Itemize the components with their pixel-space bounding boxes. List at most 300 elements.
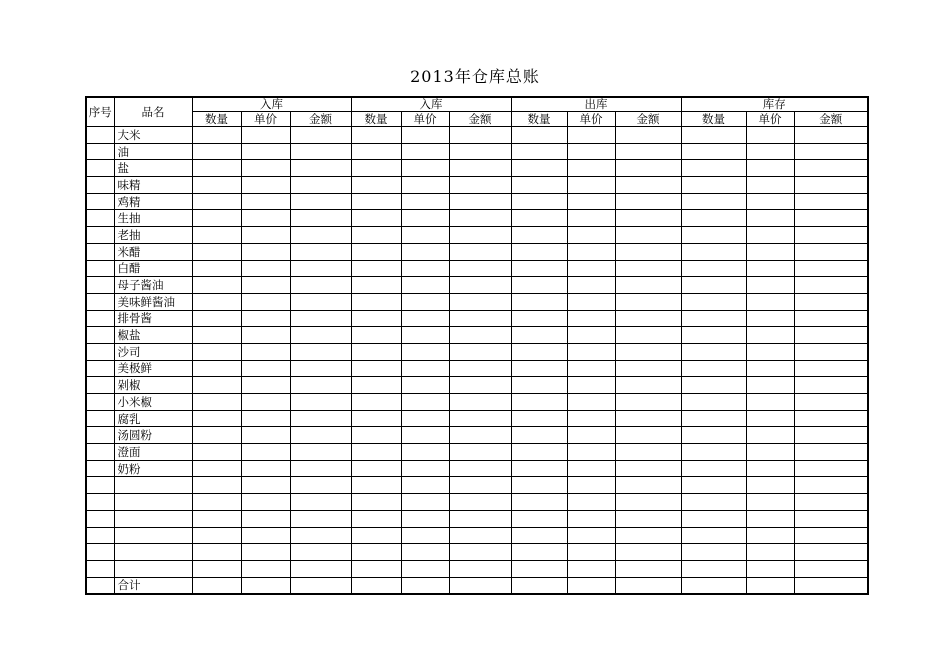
value-cell <box>449 193 511 210</box>
table-row <box>86 160 868 177</box>
value-cell <box>351 177 401 194</box>
value-cell <box>351 193 401 210</box>
table-row <box>86 143 868 160</box>
item-name-cell: 味精 <box>114 177 192 194</box>
value-cell <box>351 210 401 227</box>
value-cell <box>681 260 746 277</box>
value-cell <box>401 427 449 444</box>
value-cell <box>511 527 567 544</box>
value-cell <box>290 510 351 527</box>
value-cell <box>746 260 794 277</box>
value-cell <box>290 227 351 244</box>
value-cell <box>681 394 746 411</box>
value-cell <box>746 293 794 310</box>
item-name-cell: 生抽 <box>114 210 192 227</box>
value-cell <box>794 577 868 594</box>
value-cell <box>241 227 290 244</box>
value-cell <box>290 427 351 444</box>
value-cell <box>401 227 449 244</box>
value-cell <box>615 143 681 160</box>
value-cell <box>241 427 290 444</box>
value-cell <box>241 544 290 561</box>
value-cell <box>567 510 615 527</box>
value-cell <box>615 277 681 294</box>
value-cell <box>449 510 511 527</box>
value-cell <box>746 277 794 294</box>
value-cell <box>511 310 567 327</box>
value-cell <box>794 160 868 177</box>
value-cell <box>449 444 511 461</box>
value-cell <box>794 293 868 310</box>
table-row <box>86 444 868 461</box>
value-cell <box>567 477 615 494</box>
value-cell <box>241 310 290 327</box>
item-name-cell: 沙司 <box>114 343 192 360</box>
value-cell <box>615 510 681 527</box>
seq-cell <box>86 527 114 544</box>
value-cell <box>401 544 449 561</box>
value-cell <box>241 560 290 577</box>
value-cell <box>192 460 241 477</box>
value-cell <box>681 494 746 511</box>
value-cell <box>794 510 868 527</box>
seq-cell <box>86 227 114 244</box>
value-cell <box>511 444 567 461</box>
item-name-cell: 美极鲜 <box>114 360 192 377</box>
seq-cell <box>86 243 114 260</box>
ledger-body <box>86 127 868 595</box>
value-cell <box>449 477 511 494</box>
value-cell <box>449 427 511 444</box>
value-cell <box>681 577 746 594</box>
item-name-cell: 白醋 <box>114 260 192 277</box>
seq-cell <box>86 260 114 277</box>
value-cell <box>794 494 868 511</box>
value-cell <box>681 227 746 244</box>
value-cell <box>511 494 567 511</box>
value-cell <box>449 410 511 427</box>
value-cell <box>449 560 511 577</box>
value-cell <box>746 460 794 477</box>
value-cell <box>794 444 868 461</box>
value-cell <box>192 327 241 344</box>
value-cell <box>681 243 746 260</box>
sub-header-unit-price: 单价 <box>241 112 290 127</box>
value-cell <box>241 394 290 411</box>
value-cell <box>615 444 681 461</box>
value-cell <box>681 560 746 577</box>
value-cell <box>511 427 567 444</box>
value-cell <box>681 293 746 310</box>
item-name-cell: 椒盐 <box>114 327 192 344</box>
table-row <box>86 560 868 577</box>
value-cell <box>290 394 351 411</box>
value-cell <box>449 544 511 561</box>
value-cell <box>567 310 615 327</box>
value-cell <box>746 527 794 544</box>
item-name-cell <box>114 560 192 577</box>
sub-header-unit-price: 单价 <box>567 112 615 127</box>
value-cell <box>449 127 511 144</box>
value-cell <box>511 410 567 427</box>
value-cell <box>746 243 794 260</box>
value-cell <box>290 210 351 227</box>
value-cell <box>351 277 401 294</box>
value-cell <box>615 343 681 360</box>
table-row <box>86 494 868 511</box>
value-cell <box>401 293 449 310</box>
table-row <box>86 377 868 394</box>
sub-header-amount: 金额 <box>615 112 681 127</box>
seq-cell <box>86 394 114 411</box>
value-cell <box>401 510 449 527</box>
value-cell <box>794 460 868 477</box>
value-cell <box>794 277 868 294</box>
item-name-cell <box>114 527 192 544</box>
value-cell <box>241 577 290 594</box>
group-header-out: 出库 <box>511 97 681 112</box>
value-cell <box>351 427 401 444</box>
seq-cell <box>86 193 114 210</box>
seq-cell <box>86 327 114 344</box>
warehouse-ledger-table <box>85 96 869 595</box>
value-cell <box>449 143 511 160</box>
value-cell <box>746 560 794 577</box>
value-cell <box>351 227 401 244</box>
value-cell <box>746 160 794 177</box>
value-cell <box>401 327 449 344</box>
value-cell <box>615 494 681 511</box>
value-cell <box>401 127 449 144</box>
value-cell <box>401 260 449 277</box>
value-cell <box>401 160 449 177</box>
value-cell <box>511 327 567 344</box>
value-cell <box>567 193 615 210</box>
value-cell <box>351 260 401 277</box>
value-cell <box>192 127 241 144</box>
value-cell <box>567 243 615 260</box>
table-row <box>86 410 868 427</box>
value-cell <box>449 377 511 394</box>
value-cell <box>351 510 401 527</box>
item-name-cell: 合计 <box>114 577 192 594</box>
value-cell <box>746 444 794 461</box>
seq-cell <box>86 494 114 511</box>
value-cell <box>241 127 290 144</box>
value-cell <box>241 277 290 294</box>
value-cell <box>794 360 868 377</box>
value-cell <box>681 160 746 177</box>
value-cell <box>401 210 449 227</box>
seq-cell <box>86 577 114 594</box>
seq-cell <box>86 410 114 427</box>
value-cell <box>401 243 449 260</box>
value-cell <box>746 143 794 160</box>
value-cell <box>746 193 794 210</box>
value-cell <box>401 477 449 494</box>
value-cell <box>290 477 351 494</box>
value-cell <box>449 343 511 360</box>
value-cell <box>241 193 290 210</box>
value-cell <box>351 127 401 144</box>
value-cell <box>449 327 511 344</box>
value-cell <box>511 243 567 260</box>
value-cell <box>401 444 449 461</box>
value-cell <box>567 494 615 511</box>
value-cell <box>511 127 567 144</box>
table-row <box>86 360 868 377</box>
value-cell <box>746 210 794 227</box>
value-cell <box>681 127 746 144</box>
value-cell <box>192 160 241 177</box>
value-cell <box>615 227 681 244</box>
item-name-cell: 排骨酱 <box>114 310 192 327</box>
value-cell <box>351 577 401 594</box>
value-cell <box>192 293 241 310</box>
value-cell <box>192 410 241 427</box>
seq-cell <box>86 444 114 461</box>
value-cell <box>615 577 681 594</box>
value-cell <box>449 277 511 294</box>
value-cell <box>351 544 401 561</box>
value-cell <box>241 460 290 477</box>
value-cell <box>511 343 567 360</box>
value-cell <box>449 243 511 260</box>
value-cell <box>449 360 511 377</box>
value-cell <box>401 143 449 160</box>
value-cell <box>746 394 794 411</box>
value-cell <box>794 127 868 144</box>
value-cell <box>615 460 681 477</box>
value-cell <box>567 327 615 344</box>
value-cell <box>401 343 449 360</box>
value-cell <box>449 210 511 227</box>
value-cell <box>290 277 351 294</box>
value-cell <box>615 544 681 561</box>
value-cell <box>746 477 794 494</box>
value-cell <box>241 243 290 260</box>
seq-cell <box>86 210 114 227</box>
seq-cell <box>86 293 114 310</box>
value-cell <box>192 277 241 294</box>
table-row <box>86 293 868 310</box>
value-cell <box>794 210 868 227</box>
value-cell <box>511 544 567 561</box>
group-header-in-2: 入库 <box>351 97 511 112</box>
value-cell <box>511 560 567 577</box>
value-cell <box>746 494 794 511</box>
value-cell <box>567 577 615 594</box>
value-cell <box>615 243 681 260</box>
value-cell <box>567 260 615 277</box>
sub-header-quantity: 数量 <box>681 112 746 127</box>
value-cell <box>746 310 794 327</box>
value-cell <box>681 360 746 377</box>
value-cell <box>615 394 681 411</box>
header-row-sub <box>86 112 868 127</box>
value-cell <box>401 277 449 294</box>
item-name-cell: 小米椒 <box>114 394 192 411</box>
value-cell <box>511 460 567 477</box>
table-row <box>86 227 868 244</box>
ledger-title: 2013年仓库总账 <box>410 67 540 86</box>
value-cell <box>290 544 351 561</box>
value-cell <box>192 394 241 411</box>
value-cell <box>567 377 615 394</box>
group-header-stock: 库存 <box>681 97 868 112</box>
value-cell <box>241 527 290 544</box>
value-cell <box>567 210 615 227</box>
table-row <box>86 177 868 194</box>
value-cell <box>290 177 351 194</box>
value-cell <box>401 560 449 577</box>
item-name-cell: 母子酱油 <box>114 277 192 294</box>
value-cell <box>290 577 351 594</box>
item-name-cell: 米醋 <box>114 243 192 260</box>
seq-cell <box>86 143 114 160</box>
value-cell <box>192 544 241 561</box>
value-cell <box>192 477 241 494</box>
value-cell <box>511 277 567 294</box>
value-cell <box>401 460 449 477</box>
item-name-cell: 老抽 <box>114 227 192 244</box>
value-cell <box>351 293 401 310</box>
seq-cell <box>86 460 114 477</box>
table-row <box>86 343 868 360</box>
value-cell <box>794 477 868 494</box>
value-cell <box>192 577 241 594</box>
value-cell <box>241 327 290 344</box>
name-header: 品名 <box>114 97 192 127</box>
value-cell <box>746 410 794 427</box>
value-cell <box>615 527 681 544</box>
value-cell <box>449 260 511 277</box>
value-cell <box>567 160 615 177</box>
value-cell <box>351 460 401 477</box>
seq-cell <box>86 544 114 561</box>
sub-header-amount: 金额 <box>794 112 868 127</box>
value-cell <box>449 293 511 310</box>
value-cell <box>351 343 401 360</box>
item-name-cell: 奶粉 <box>114 460 192 477</box>
value-cell <box>511 377 567 394</box>
value-cell <box>351 310 401 327</box>
value-cell <box>290 410 351 427</box>
value-cell <box>794 410 868 427</box>
value-cell <box>290 527 351 544</box>
item-name-cell: 汤圆粉 <box>114 427 192 444</box>
table-row <box>86 193 868 210</box>
value-cell <box>192 494 241 511</box>
value-cell <box>794 227 868 244</box>
value-cell <box>567 394 615 411</box>
value-cell <box>567 410 615 427</box>
value-cell <box>615 427 681 444</box>
value-cell <box>681 143 746 160</box>
value-cell <box>351 527 401 544</box>
seq-cell <box>86 510 114 527</box>
value-cell <box>241 143 290 160</box>
table-row <box>86 310 868 327</box>
sub-header-amount: 金额 <box>449 112 511 127</box>
sub-header-quantity: 数量 <box>351 112 401 127</box>
value-cell <box>794 527 868 544</box>
sub-header-unit-price: 单价 <box>746 112 794 127</box>
value-cell <box>241 210 290 227</box>
value-cell <box>192 343 241 360</box>
value-cell <box>681 527 746 544</box>
table-row <box>86 477 868 494</box>
value-cell <box>449 177 511 194</box>
value-cell <box>511 477 567 494</box>
value-cell <box>449 310 511 327</box>
value-cell <box>241 410 290 427</box>
value-cell <box>401 193 449 210</box>
value-cell <box>192 527 241 544</box>
item-name-cell: 美味鲜酱油 <box>114 293 192 310</box>
seq-cell <box>86 477 114 494</box>
table-row <box>86 327 868 344</box>
value-cell <box>615 193 681 210</box>
table-row <box>86 127 868 144</box>
value-cell <box>192 510 241 527</box>
value-cell <box>794 260 868 277</box>
seq-cell <box>86 277 114 294</box>
value-cell <box>567 544 615 561</box>
value-cell <box>794 310 868 327</box>
value-cell <box>746 343 794 360</box>
value-cell <box>401 177 449 194</box>
value-cell <box>449 577 511 594</box>
value-cell <box>401 360 449 377</box>
value-cell <box>192 560 241 577</box>
value-cell <box>746 360 794 377</box>
value-cell <box>681 277 746 294</box>
value-cell <box>794 243 868 260</box>
value-cell <box>567 527 615 544</box>
value-cell <box>290 143 351 160</box>
value-cell <box>351 360 401 377</box>
value-cell <box>449 527 511 544</box>
value-cell <box>681 477 746 494</box>
value-cell <box>192 177 241 194</box>
value-cell <box>681 544 746 561</box>
value-cell <box>746 127 794 144</box>
value-cell <box>794 427 868 444</box>
table-row <box>86 210 868 227</box>
value-cell <box>567 293 615 310</box>
value-cell <box>567 360 615 377</box>
seq-cell <box>86 160 114 177</box>
value-cell <box>615 360 681 377</box>
table-row <box>86 260 868 277</box>
value-cell <box>511 227 567 244</box>
value-cell <box>794 143 868 160</box>
value-cell <box>290 494 351 511</box>
value-cell <box>615 377 681 394</box>
value-cell <box>192 227 241 244</box>
value-cell <box>615 293 681 310</box>
value-cell <box>290 360 351 377</box>
value-cell <box>192 143 241 160</box>
value-cell <box>192 260 241 277</box>
value-cell <box>241 377 290 394</box>
table-row <box>86 510 868 527</box>
value-cell <box>401 410 449 427</box>
seq-cell <box>86 343 114 360</box>
value-cell <box>192 193 241 210</box>
value-cell <box>615 210 681 227</box>
